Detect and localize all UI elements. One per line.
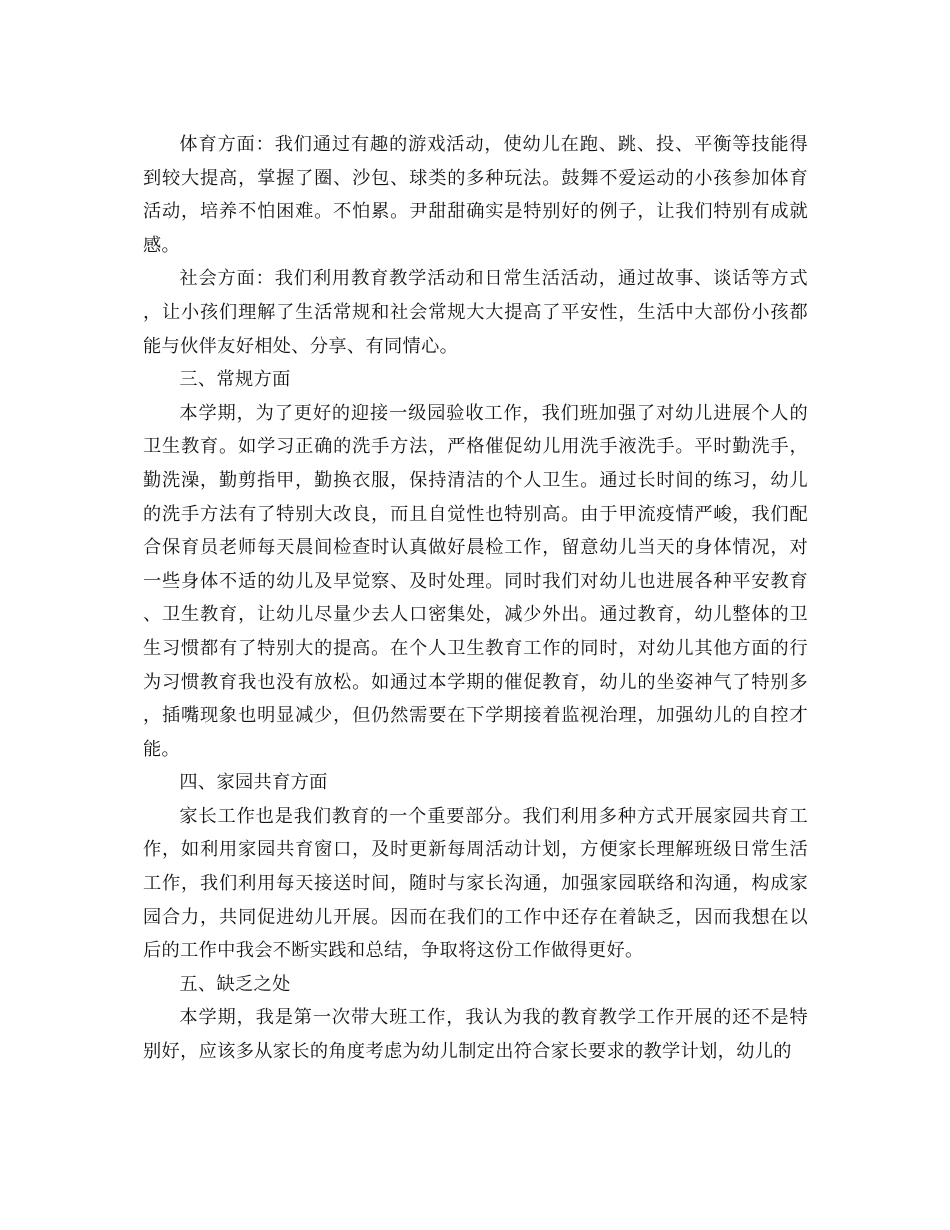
section-heading-shortcomings: 五、缺乏之处 [179, 973, 291, 995]
document-body [143, 128, 808, 1069]
paragraph-hygiene-education: 本学期，为了更好的迎接一级园验收工作，我们班加强了对幼儿进展个人的卫生教育。如学习正确的洗手方法，严格催促幼儿用洗手液洗手。平时勤洗手，勤洗澡，勤剪指甲，勤换衣服，保持清洁的个人卫生。通过长时间的练习，幼儿的洗手方法有了特别大改良，而且自觉性也特别高。由于甲流疫情严峻，我们配合保育员老师每天晨间检查时认真做好晨检工作，留意幼儿当天的身体情况，对一些身体不适的幼儿及早觉察、及时处理。同时我们对幼儿也进展各种平安教育、卫生教育，让幼儿尽量少去人口密集处，减少外出。通过教育，幼儿整体的卫生习惯都有了特别大的提高。在个人卫生教育工作的同时，对幼儿其他方面的行为习惯教育我也没有放松。如通过本学期的催促教育，幼儿的坐姿神气了特别多，插嘴现象也明显减少，但仍然需要在下学期接着监视治理，加强幼儿的自控才能。 [143, 402, 808, 760]
paragraph-parent-work: 家长工作也是我们教育的一个重要部分。我们利用多种方式开展家园共育工作，如利用家园共育窗口，及时更新每周活动计划，方便家长理解班级日常生活工作，我们利用每天接送时间，随时与家长沟通，加强家园联络和沟通，构成家园合力，共同促进幼儿开展。因而在我们的工作中还存在着缺乏，因而我想在以后的工作中我会不断实践和总结，争取将这份工作做得更好。 [143, 805, 808, 962]
paragraph-social-aspect: 社会方面：我们利用教育教学活动和日常生活活动，通过故事、谈话等方式，让小孩们理解了生活常规和社会常规大大提高了平安性，生活中大部份小孩都能与伙伴友好相处、分享、有同情心。 [143, 268, 808, 357]
paragraph-shortcomings: 本学期，我是第一次带大班工作，我认为我的教育教学工作开展的还不是特别好，应该多从家长的角度考虑为幼儿制定出符合家长要求的教学计划，幼儿的 [143, 1007, 808, 1063]
section-heading-routine: 三、常规方面 [179, 369, 291, 391]
paragraph-physical-education: 体育方面：我们通过有趣的游戏活动，使幼儿在跑、跳、投、平衡等技能得到较大提高，掌握了圈、沙包、球类的多种玩法。鼓舞不爱运动的小孩参加体育活动，培养不怕困难。不怕累。尹甜甜确实是特别好的例子，让我们特别有成就感。 [143, 134, 808, 256]
section-heading-home-school: 四、家园共育方面 [179, 772, 328, 794]
